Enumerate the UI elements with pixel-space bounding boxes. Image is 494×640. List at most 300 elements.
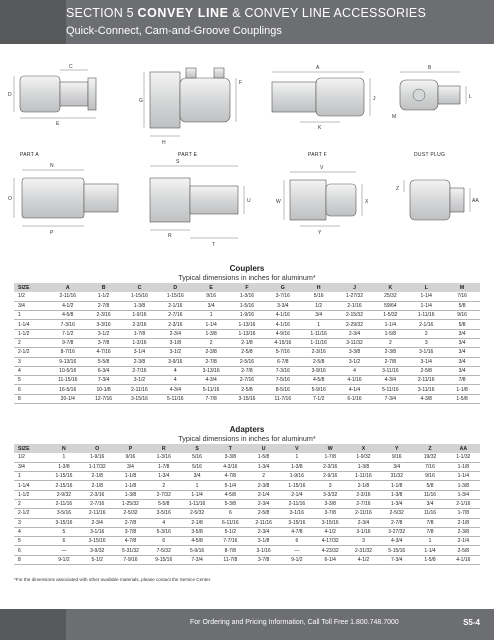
dimension-cell: 2-5/32 bbox=[114, 509, 147, 518]
dimension-cell: 7-1/2 bbox=[50, 329, 86, 338]
dimension-cell: 2-11/16 bbox=[47, 499, 80, 508]
dim-f: F bbox=[239, 80, 243, 86]
dimension-cell: 4-1/16 bbox=[265, 311, 301, 320]
dimension-cell: 10-5/16 bbox=[50, 366, 86, 375]
size-cell: 6 bbox=[14, 546, 47, 555]
couplers-col-header: G bbox=[265, 283, 301, 292]
dim-x: X bbox=[365, 199, 369, 205]
dimension-cell: 2-5/8 bbox=[229, 385, 265, 394]
dimension-cell: 7-3/4 bbox=[372, 394, 408, 403]
dimension-cell: 2-3/16 bbox=[314, 462, 347, 471]
dim-b: B bbox=[428, 65, 432, 71]
dimension-cell: 1-3/8 bbox=[114, 490, 147, 499]
size-cell: 3 bbox=[14, 518, 47, 527]
dimension-cell: 3-27/32 bbox=[380, 527, 413, 536]
dimension-cell: 4-5/8 bbox=[50, 311, 86, 320]
dimension-cell: 1-1/4 bbox=[193, 320, 229, 329]
dimension-cell: 2-1/4 bbox=[247, 490, 280, 499]
dimension-cell: 1-1/4 bbox=[180, 490, 213, 499]
adapters-col-header: U bbox=[247, 444, 280, 453]
table-row bbox=[14, 376, 480, 385]
adapters-col-header: O bbox=[81, 444, 114, 453]
dimension-cell: 5-1/2 bbox=[81, 555, 114, 564]
dimension-cell: 2-3/16 bbox=[86, 311, 122, 320]
dimension-cell: 9-13/16 bbox=[50, 357, 86, 366]
dimension-cell: 5-9/16 bbox=[180, 546, 213, 555]
table-row bbox=[14, 292, 480, 301]
dimension-cell: 1-5/8 bbox=[444, 394, 480, 403]
dimension-cell: 1-3/8 bbox=[380, 490, 413, 499]
couplers-col-header: E bbox=[193, 283, 229, 292]
dimension-cell: 3-7/16 bbox=[265, 292, 301, 301]
dimension-cell: 2-7/16 bbox=[229, 376, 265, 385]
dimension-cell: 1-3/8 bbox=[47, 462, 80, 471]
dimension-cell: 7-3/16 bbox=[50, 320, 86, 329]
size-cell: 1/2 bbox=[14, 292, 50, 301]
dimension-cell: 1-3/16 bbox=[229, 292, 265, 301]
dimension-cell: 3-3/8 bbox=[214, 453, 247, 462]
dimension-cell: 1-17/32 bbox=[81, 462, 114, 471]
adapters-header-row bbox=[14, 444, 480, 453]
couplers-col-header: D bbox=[157, 283, 193, 292]
couplers-table bbox=[14, 283, 480, 404]
adapters-title: Adapters bbox=[229, 425, 265, 434]
dimension-cell: 5-11/16 bbox=[193, 385, 229, 394]
dimension-cell: 4-1/16 bbox=[447, 555, 480, 564]
dimension-cell: 11-7/16 bbox=[265, 394, 301, 403]
dimension-cell: 1-13/16 bbox=[229, 329, 265, 338]
dimension-cell: 4-7/8 bbox=[214, 472, 247, 481]
dimension-cell: 1-15/16 bbox=[122, 292, 158, 301]
dimension-cell: 2-3/4 bbox=[347, 518, 380, 527]
dimension-cell: 2-7/8 bbox=[229, 366, 265, 375]
dimension-cell: 7/16 bbox=[413, 462, 446, 471]
dimension-cell: 3-15/16 bbox=[122, 394, 158, 403]
dimension-cell: 9/16 bbox=[380, 453, 413, 462]
dimension-cell: 1-7/8 bbox=[314, 453, 347, 462]
table-row bbox=[14, 329, 480, 338]
dimension-cell: 6-7/8 bbox=[265, 357, 301, 366]
dimension-cell: 2-7/16 bbox=[347, 499, 380, 508]
dim-u: U bbox=[247, 198, 251, 204]
dimension-cell: 3 bbox=[347, 537, 380, 546]
dimension-cell: 1-1/2 bbox=[86, 292, 122, 301]
couplers-header-row bbox=[14, 283, 480, 292]
dimension-cell: 2 bbox=[193, 338, 229, 347]
dimension-cell: 1-1/8 bbox=[114, 481, 147, 490]
dimension-cell: 5-3/16 bbox=[147, 527, 180, 536]
dimension-cell: 3-11/16 bbox=[372, 366, 408, 375]
dimension-cell: 3-9/16 bbox=[301, 366, 337, 375]
size-cell: 8 bbox=[14, 555, 47, 564]
adapters-col-header: Z bbox=[413, 444, 446, 453]
dimension-cell: 7-1/2 bbox=[301, 394, 337, 403]
couplers-body bbox=[14, 292, 480, 404]
adapters-col-header: W bbox=[314, 444, 347, 453]
dimension-cell: 3 bbox=[314, 481, 347, 490]
dimension-cell: 4-1/2 bbox=[314, 527, 347, 536]
table-row bbox=[14, 301, 480, 310]
table-row bbox=[14, 518, 480, 527]
dimension-cell: 1-3/16 bbox=[122, 338, 158, 347]
dim-o: O bbox=[8, 196, 12, 202]
dimension-cell: 3-5/8 bbox=[180, 527, 213, 536]
dimension-cell: 5/8 bbox=[444, 301, 480, 310]
dimension-cell: 2-3/16 bbox=[122, 320, 158, 329]
dimension-cell: 3-9/16 bbox=[157, 357, 193, 366]
dimension-cell: 1-3/16 bbox=[147, 453, 180, 462]
dimension-cell: 4-3/4 bbox=[380, 537, 413, 546]
dimension-cell: 2-7/8 bbox=[86, 301, 122, 310]
dimension-cell: — bbox=[47, 546, 80, 555]
dimension-cell: 2-1/8 bbox=[447, 518, 480, 527]
dimension-cell: 3/4 bbox=[193, 301, 229, 310]
dimension-cell: 4 bbox=[157, 366, 193, 375]
dimension-cell: 3-11/32 bbox=[337, 338, 373, 347]
dimension-cell: 9-7/8 bbox=[50, 338, 86, 347]
table-row bbox=[14, 320, 480, 329]
size-cell: 1/2 bbox=[14, 453, 47, 462]
dimension-cell: 2-3/4 bbox=[337, 329, 373, 338]
dimension-cell: 4-1/2 bbox=[50, 301, 86, 310]
dimension-cell: 1-3/4 bbox=[380, 499, 413, 508]
dimension-cell: 2-1/8 bbox=[180, 518, 213, 527]
dimension-cell: 1 bbox=[301, 320, 337, 329]
section-number: SECTION 5 bbox=[66, 6, 134, 20]
dimension-cell: 4-7/8 bbox=[280, 527, 313, 536]
dimension-cell: 1-13/16 bbox=[229, 320, 265, 329]
dimension-cell: 3-15/16 bbox=[47, 518, 80, 527]
dimension-cell: 1-9/32 bbox=[347, 453, 380, 462]
dimension-cell: 1-15/16 bbox=[47, 472, 80, 481]
dimension-cell: 5-11/16 bbox=[157, 394, 193, 403]
dimension-cell: 3-7/8 bbox=[114, 527, 147, 536]
dimension-cell: 2-11/16 bbox=[50, 292, 86, 301]
dimension-cell: 3/4 bbox=[444, 338, 480, 347]
table-row bbox=[14, 481, 480, 490]
dimension-cell: 2-7/32 bbox=[147, 490, 180, 499]
dimension-cell: 10-1/8 bbox=[86, 385, 122, 394]
table-row bbox=[14, 499, 480, 508]
part-f-side-drawing bbox=[276, 165, 369, 236]
adapters-col-header: SIZE bbox=[14, 444, 47, 453]
dimension-cell: 5-31/32 bbox=[114, 546, 147, 555]
dimension-cell: 7/16 bbox=[444, 292, 480, 301]
dimension-cell: 7-5/16 bbox=[265, 376, 301, 385]
dimension-cell: 6 bbox=[214, 509, 247, 518]
dimension-cell: 1-1/32 bbox=[447, 453, 480, 462]
dimension-cell: 1-9/16 bbox=[122, 311, 158, 320]
dimension-cell: 2-5/8 bbox=[247, 509, 280, 518]
adapters-col-header: Y bbox=[380, 444, 413, 453]
table-row bbox=[14, 348, 480, 357]
dimension-cell: 1-3/4 bbox=[247, 462, 280, 471]
dimension-cell: 2-1/8 bbox=[81, 481, 114, 490]
dimension-cell: 1-3/8 bbox=[280, 462, 313, 471]
dim-m: M bbox=[392, 114, 397, 120]
dim-r: R bbox=[168, 233, 172, 239]
dimension-cell: 5-11/16 bbox=[372, 385, 408, 394]
dimension-cell: 3-11/16 bbox=[408, 385, 444, 394]
dimension-cell: 7/8 bbox=[413, 527, 446, 536]
size-cell: 4 bbox=[14, 527, 47, 536]
dimension-cell: 3-1/4 bbox=[408, 357, 444, 366]
dimension-cell: 1-1/8 bbox=[447, 462, 480, 471]
dimension-cell: 1-1/4 bbox=[408, 292, 444, 301]
dimension-cell: 2-5/8 bbox=[408, 366, 444, 375]
part-label-a: PART A bbox=[20, 152, 40, 158]
table-row bbox=[14, 472, 480, 481]
part-f-drawing bbox=[272, 65, 376, 131]
part-e-drawing bbox=[139, 68, 242, 146]
dimension-cell: 1-5/8 bbox=[247, 453, 280, 462]
dimension-cell: 2 bbox=[408, 329, 444, 338]
dimension-cell: 5/8 bbox=[413, 481, 446, 490]
couplers-col-header: L bbox=[408, 283, 444, 292]
dim-j: J bbox=[373, 96, 376, 102]
dimension-cell: 1-5/16 bbox=[229, 301, 265, 310]
dimension-cell: 25/32 bbox=[372, 292, 408, 301]
technical-drawings bbox=[0, 58, 494, 258]
dimension-cell: 2-3/8 bbox=[247, 481, 280, 490]
dimension-cell: 2-1/8 bbox=[81, 472, 114, 481]
couplers-col-header: SIZE bbox=[14, 283, 50, 292]
dimension-cell: 3-7/8 bbox=[247, 555, 280, 564]
dimension-cell: 2-1/16 bbox=[337, 301, 373, 310]
dimension-cell: 2-15/32 bbox=[337, 311, 373, 320]
dimension-cell: 1 bbox=[280, 453, 313, 462]
dimension-cell: 4-1/4 bbox=[337, 385, 373, 394]
size-cell: 1 bbox=[14, 472, 47, 481]
page-header bbox=[0, 0, 494, 44]
dimension-cell: 2-3/8 bbox=[193, 348, 229, 357]
dimension-cell: 9-1/2 bbox=[280, 555, 313, 564]
dimension-cell: 5-15/16 bbox=[380, 546, 413, 555]
dust-plug-drawing bbox=[392, 65, 472, 120]
dimension-cell: 2-3/4 bbox=[157, 329, 193, 338]
adapters-col-header: N bbox=[47, 444, 80, 453]
dimension-cell: 3/4 bbox=[444, 329, 480, 338]
dimension-cell: 3/4 bbox=[301, 311, 337, 320]
dimension-cell: 7-7/16 bbox=[214, 537, 247, 546]
drawings-svg bbox=[0, 58, 494, 258]
dimension-cell: 2-7/16 bbox=[81, 499, 114, 508]
dimension-cell: 11/16 bbox=[413, 490, 446, 499]
dimension-cell: 2-9/32 bbox=[47, 490, 80, 499]
dimension-cell: 1-25/32 bbox=[114, 499, 147, 508]
dimension-cell: 4-7/8 bbox=[114, 537, 147, 546]
size-cell: 6 bbox=[14, 385, 50, 394]
dimension-cell: 9/16 bbox=[413, 472, 446, 481]
dimension-cell: 9/16 bbox=[444, 311, 480, 320]
dimension-cell: 1-1/4 bbox=[408, 301, 444, 310]
dimension-cell: 4-3/4 bbox=[193, 376, 229, 385]
size-cell: 5 bbox=[14, 376, 50, 385]
section-title bbox=[66, 6, 426, 20]
dimension-cell: 9/16 bbox=[114, 453, 147, 462]
couplers-title: Couplers bbox=[229, 264, 265, 273]
dimension-cell: 7-7/8 bbox=[193, 394, 229, 403]
dimension-cell: 3/4 bbox=[444, 366, 480, 375]
dimension-cell: 6 bbox=[147, 537, 180, 546]
ordering-info: For Ordering and Pricing Information, Call Toll Free 1.800.748.7000 bbox=[190, 619, 399, 626]
dimension-cell: 1-9/16 bbox=[229, 311, 265, 320]
dimension-cell: 8-7/16 bbox=[50, 348, 86, 357]
dim-w: W bbox=[276, 199, 281, 205]
size-cell: 8 bbox=[14, 394, 50, 403]
dim-k: K bbox=[318, 125, 322, 131]
dimension-cell: 2-1/16 bbox=[408, 320, 444, 329]
dimension-cell: 7/8 bbox=[444, 376, 480, 385]
dimension-cell: 3-1/8 bbox=[157, 338, 193, 347]
dimension-cell: 4-5/8 bbox=[214, 490, 247, 499]
dimension-cell: 1-1/4 bbox=[413, 546, 446, 555]
size-cell: 2 bbox=[14, 499, 47, 508]
dimension-cell: 2-3/4 bbox=[247, 499, 280, 508]
table-row bbox=[14, 311, 480, 320]
dimension-cell: 3-1/4 bbox=[122, 348, 158, 357]
dimension-cell: 2 bbox=[372, 338, 408, 347]
dimension-cell: 1-11/16 bbox=[180, 499, 213, 508]
dimension-cell: 16-5/16 bbox=[50, 385, 86, 394]
table-row bbox=[14, 453, 480, 462]
dimension-cell: 3-5/16 bbox=[147, 509, 180, 518]
dimension-cell: 1 bbox=[413, 537, 446, 546]
dimension-cell: 1-1/4 bbox=[447, 472, 480, 481]
couplers-col-header: A bbox=[50, 283, 86, 292]
dimension-cell: 4-9/16 bbox=[265, 329, 301, 338]
size-cell: 2-1/2 bbox=[14, 348, 50, 357]
dimension-cell: 4-1/16 bbox=[265, 320, 301, 329]
dim-v: V bbox=[320, 165, 324, 171]
dimension-cell: 3-7/8 bbox=[86, 338, 122, 347]
dimension-cell: 2-3/16 bbox=[347, 490, 380, 499]
dimension-cell: 2-3/4 bbox=[247, 527, 280, 536]
section-title-rest: & CONVEY LINE ACCESSORIES bbox=[232, 6, 427, 20]
dimension-cell: 2 bbox=[147, 481, 180, 490]
table-row bbox=[14, 527, 480, 536]
dimension-cell: 4 bbox=[157, 376, 193, 385]
adapters-col-header: AA bbox=[447, 444, 480, 453]
page-number: S5-4 bbox=[463, 618, 480, 627]
dimension-cell: 1-7/8 bbox=[447, 509, 480, 518]
dimension-cell: 8-5/16 bbox=[265, 385, 301, 394]
dimension-cell: 3-15/16 bbox=[280, 518, 313, 527]
dimension-cell: 11-7/8 bbox=[214, 555, 247, 564]
dimension-cell: 8-7/8 bbox=[214, 546, 247, 555]
dim-l: L bbox=[469, 94, 472, 100]
dimension-cell: 5-3/8 bbox=[214, 499, 247, 508]
dimension-cell: 4 bbox=[147, 518, 180, 527]
dimension-cell: 9-1/2 bbox=[47, 555, 80, 564]
dimension-cell: 7-3/16 bbox=[265, 366, 301, 375]
dimension-cell: 3/4 bbox=[114, 462, 147, 471]
page-footer bbox=[0, 609, 494, 640]
dimension-cell: 3-1/16 bbox=[408, 348, 444, 357]
dim-s: S bbox=[176, 159, 180, 165]
dimension-cell: 6-1/16 bbox=[337, 394, 373, 403]
dimension-cell: 1-15/16 bbox=[280, 481, 313, 490]
dimension-cell: 5/16 bbox=[180, 453, 213, 462]
dimension-cell: 2-5/32 bbox=[380, 509, 413, 518]
dimension-cell: 3-13/16 bbox=[193, 366, 229, 375]
couplers-col-header: C bbox=[122, 283, 158, 292]
dimension-cell: 2-11/16 bbox=[122, 385, 158, 394]
dimension-cell: 2-11/16 bbox=[81, 509, 114, 518]
part-a-drawing bbox=[8, 64, 96, 127]
dimension-cell: 4 bbox=[337, 366, 373, 375]
adapters-table bbox=[14, 444, 480, 565]
dimension-cell: 2-7/16 bbox=[157, 311, 193, 320]
dimension-cell: 3-7/8 bbox=[314, 509, 347, 518]
dimension-cell: 1-5/8 bbox=[413, 555, 446, 564]
adapters-col-header: R bbox=[147, 444, 180, 453]
dimension-cell: 2-3/16 bbox=[81, 490, 114, 499]
size-cell: 2 bbox=[14, 338, 50, 347]
dimension-cell: 1-3/4 bbox=[147, 472, 180, 481]
dimension-cell: 1-9/16 bbox=[81, 453, 114, 462]
dimension-cell: 5-7/16 bbox=[265, 348, 301, 357]
dimension-cell: 5-9/16 bbox=[301, 385, 337, 394]
dimension-cell: 59/64 bbox=[372, 301, 408, 310]
table-row bbox=[14, 366, 480, 375]
dimension-cell: 1-1/8 bbox=[380, 481, 413, 490]
table-row bbox=[14, 555, 480, 564]
dimension-cell: 2-3/8 bbox=[122, 357, 158, 366]
couplers-col-header: F bbox=[229, 283, 265, 292]
adapters-table-block bbox=[14, 425, 480, 565]
dimension-cell: 7/8 bbox=[413, 518, 446, 527]
dimension-cell: 19/32 bbox=[413, 453, 446, 462]
size-cell: 3/4 bbox=[14, 301, 50, 310]
size-cell: 5 bbox=[14, 537, 47, 546]
dim-a: A bbox=[316, 65, 320, 71]
size-cell: 3/4 bbox=[14, 462, 47, 471]
dimension-cell: 2 bbox=[247, 472, 280, 481]
dimension-cell: 4-3/8 bbox=[408, 394, 444, 403]
dimension-cell: 1-7/8 bbox=[122, 329, 158, 338]
dimension-cell: 1 bbox=[180, 481, 213, 490]
dimension-cell: 5 bbox=[47, 527, 80, 536]
dim-t: T bbox=[212, 242, 216, 248]
couplers-col-header: M bbox=[444, 283, 480, 292]
dimension-cell: 6-1/4 bbox=[314, 555, 347, 564]
dimension-cell: 3-15/16 bbox=[229, 394, 265, 403]
dust-plug-side-drawing bbox=[396, 180, 479, 220]
table-row bbox=[14, 394, 480, 403]
dimension-cell: 3-1/16 bbox=[247, 546, 280, 555]
part-label-e: PART E bbox=[178, 152, 198, 158]
dimension-cell: 4-1/2 bbox=[347, 555, 380, 564]
table-row bbox=[14, 546, 480, 555]
dimension-cell: 6-11/16 bbox=[214, 518, 247, 527]
dimension-cell: 5-5/8 bbox=[147, 499, 180, 508]
dimension-cell: 2-1/8 bbox=[347, 481, 380, 490]
dimension-cell: 2-11/16 bbox=[280, 499, 313, 508]
dimension-cell: 4-3/4 bbox=[157, 385, 193, 394]
dim-h: H bbox=[162, 140, 166, 146]
dimension-cell: 3-3/4 bbox=[265, 301, 301, 310]
dimension-cell: 2-1/4 bbox=[280, 490, 313, 499]
dimension-cell: 3/4 bbox=[444, 357, 480, 366]
dimension-cell: 3/4 bbox=[380, 462, 413, 471]
table-row bbox=[14, 490, 480, 499]
dimension-cell: 1-3/4 bbox=[447, 490, 480, 499]
dimension-cell: 1-11/16 bbox=[301, 329, 337, 338]
dimension-cell: 9/16 bbox=[193, 292, 229, 301]
dimension-cell: 2-11/16 bbox=[347, 509, 380, 518]
dim-c: C bbox=[69, 64, 73, 70]
